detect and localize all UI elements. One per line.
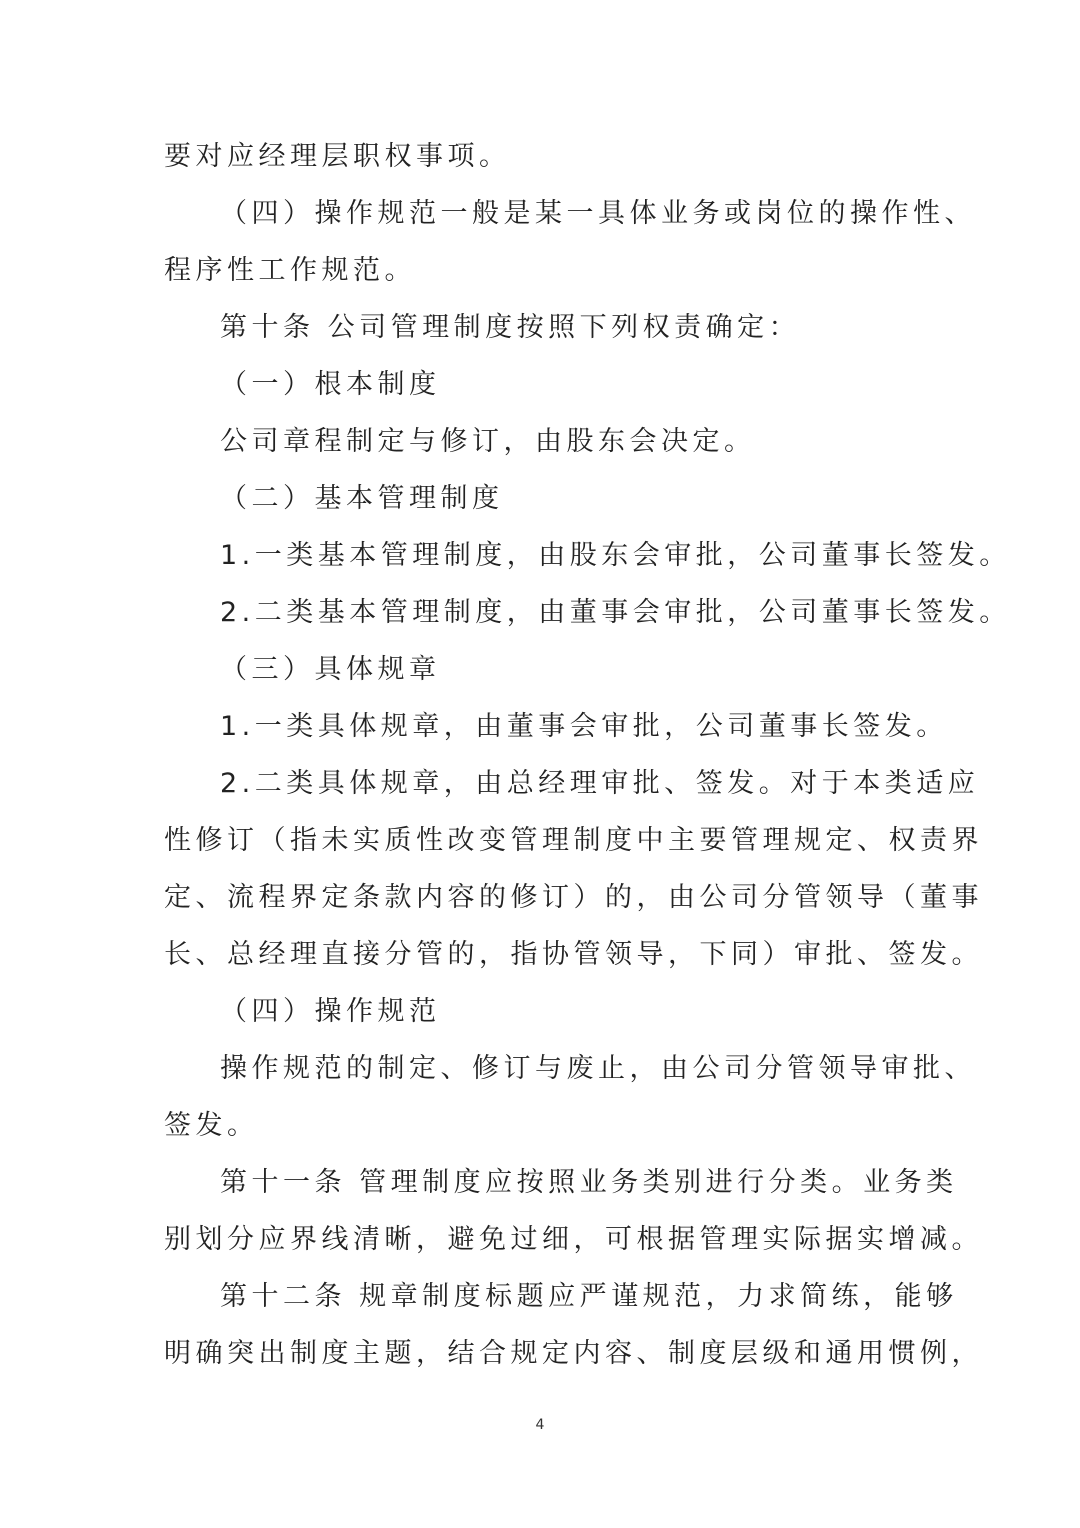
- text-line: 公司章程制定与修订，由股东会决定。: [220, 426, 756, 457]
- text-line: 签发。: [164, 1110, 259, 1141]
- text-line: 要对应经理层职权事项。: [164, 141, 511, 172]
- text-line: 2.二类基本管理制度，由董事会审批，公司董事长签发。: [220, 597, 1011, 628]
- text-line: 长、总经理直接分管的，指协管领导，下同）审批、签发。: [164, 939, 983, 970]
- text-line: 明确突出制度主题，结合规定内容、制度层级和通用惯例，: [164, 1338, 983, 1369]
- text-line: 程序性工作规范。: [164, 255, 416, 286]
- text-line: （二）基本管理制度: [220, 483, 504, 514]
- text-line: （三）具体规章: [220, 654, 441, 685]
- text-line: 性修订（指未实质性改变管理制度中主要管理规定、权责界: [164, 825, 983, 856]
- text-line: （四）操作规范: [220, 996, 441, 1027]
- text-line: （一）根本制度: [220, 369, 441, 400]
- page-number: 4: [535, 1417, 545, 1433]
- article-12-heading: 第十二条 规章制度标题应严谨规范，力求简练，能够: [220, 1281, 958, 1312]
- article-10-heading: 第十条 公司管理制度按照下列权责确定：: [220, 312, 801, 343]
- text-line: 1.一类基本管理制度，由股东会审批，公司董事长签发。: [220, 540, 1011, 571]
- text-line: 别划分应界线清晰，避免过细，可根据管理实际据实增减。: [164, 1224, 983, 1255]
- text-line: 定、流程界定条款内容的修订）的，由公司分管领导（董事: [164, 882, 983, 913]
- text-line: 1.一类具体规章，由董事会审批，公司董事长签发。: [220, 711, 948, 742]
- text-line: 操作规范的制定、修订与废止，由公司分管领导审批、: [220, 1053, 976, 1084]
- article-11-heading: 第十一条 管理制度应按照业务类别进行分类。业务类: [220, 1167, 958, 1198]
- text-line: 2.二类具体规章，由总经理审批、签发。对于本类适应: [220, 768, 980, 799]
- text-line: （四）操作规范一般是某一具体业务或岗位的操作性、: [220, 198, 976, 229]
